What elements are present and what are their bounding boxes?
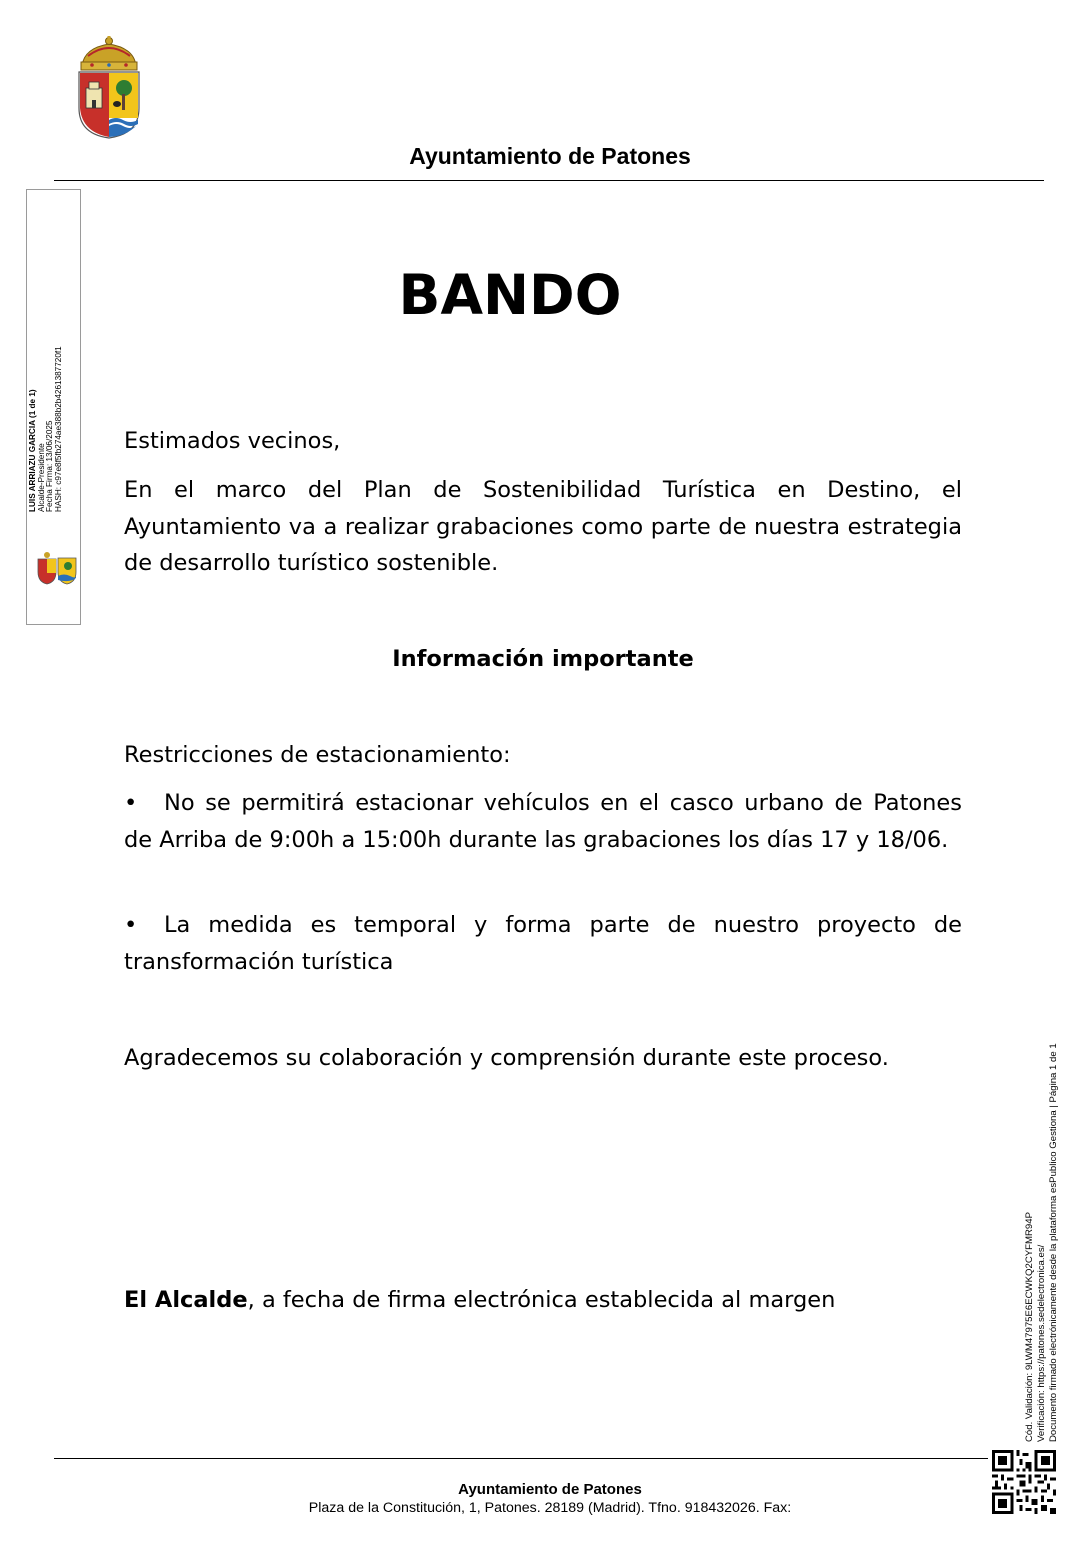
signer-role: Alcalde-Presidente bbox=[36, 443, 46, 512]
document-title: BANDO bbox=[398, 263, 622, 327]
signature-details bbox=[29, 346, 63, 512]
closing-text: , a fecha de firma electrónica establecida al margen bbox=[247, 1287, 836, 1313]
verification-link[interactable]: Verificación: https://patones.sedelectronica.es/ bbox=[1035, 1244, 1047, 1442]
header-organization: Ayuntamiento de Patones bbox=[409, 143, 691, 169]
intro-paragraph: En el marco del Plan de Sostenibilidad Turística en Destino, el Ayuntamiento va a realizar grabaciones como parte de nuestra estrategia de desarrollo turístico sostenible. bbox=[124, 477, 962, 576]
signature-date: Fecha Firma: 13/06/2025 bbox=[45, 420, 55, 512]
signature-platform-note: Documento firmado electrónicamente desde la plataforma esPublico Gestiona | Página 1 de 1 bbox=[1048, 1043, 1059, 1442]
bullet-item bbox=[124, 785, 962, 858]
bullet-icon: • bbox=[124, 790, 138, 816]
bullet-item bbox=[124, 907, 962, 980]
restrictions-label: Restricciones de estacionamiento: bbox=[124, 742, 511, 768]
closing-line bbox=[124, 1282, 962, 1319]
validation-code: Cód. Validación: 9LWM47975E6ECWKQ2CYFMR94P bbox=[1024, 1212, 1035, 1442]
thanks-paragraph: Agradecemos su colaboración y comprensión durante este proceso. bbox=[124, 1045, 889, 1071]
footer-address: Plaza de la Constitución, 1, Patones. 28189 (Madrid). Tfno. 918432026. Fax: bbox=[308, 1500, 792, 1516]
signer-name: LUIS ARRIAZU GARCIA (1 de 1) bbox=[28, 389, 37, 512]
bullet-text: La medida es temporal y forma parte de nuestro proyecto de transformación turística bbox=[124, 912, 962, 975]
crown-icon bbox=[81, 36, 137, 70]
closing-signer: El Alcalde bbox=[124, 1287, 248, 1313]
bullet-text: No se permitirá estacionar vehículos en el casco urbano de Patones de Arriba de 9:00h a 15:00h durante las grabaciones los días 17 y 18/06. bbox=[124, 790, 962, 853]
signature-crest-icon bbox=[34, 550, 80, 586]
validation-block bbox=[1024, 1212, 1047, 1442]
greeting: Estimados vecinos, bbox=[124, 428, 341, 454]
footer-divider bbox=[54, 1458, 988, 1459]
shield-icon bbox=[79, 72, 139, 138]
signature-hash: HASH: c97e8f5fb274ae388b2b4261387720f1 bbox=[53, 346, 63, 512]
section-heading: Información importante bbox=[392, 646, 694, 672]
coat-of-arms-logo bbox=[76, 36, 142, 140]
bullet-icon: • bbox=[124, 912, 138, 938]
footer-organization: Ayuntamiento de Patones bbox=[458, 1481, 642, 1498]
header-divider bbox=[54, 180, 1044, 181]
